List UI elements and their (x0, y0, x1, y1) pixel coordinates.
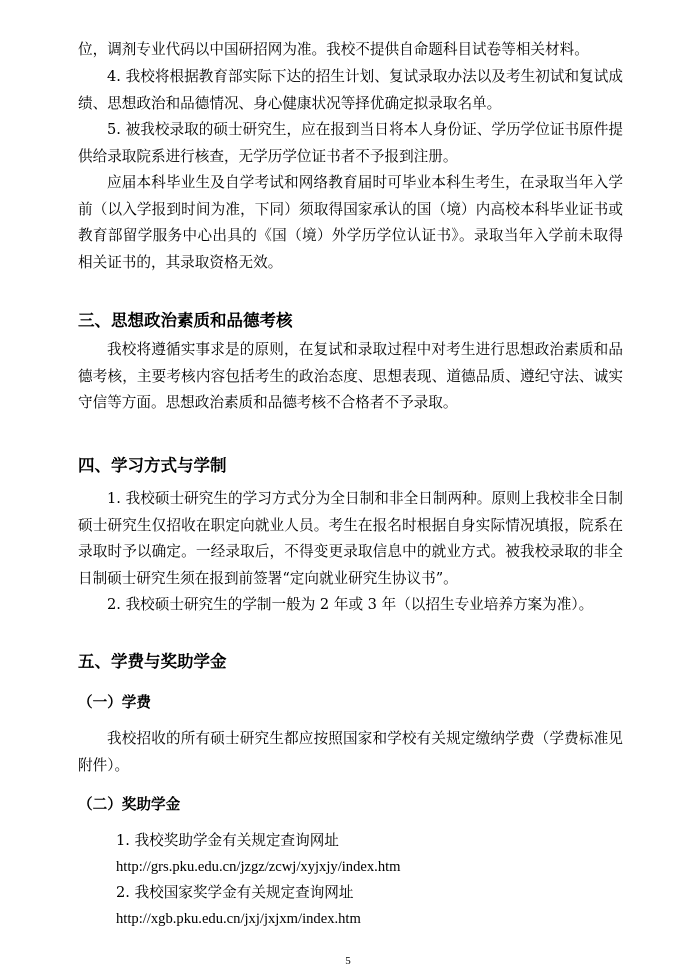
section-5-sub1-title: （一）学费 (78, 694, 151, 711)
section-4-title: 四、学习方式与学制 (78, 456, 227, 475)
link-1-label: 1. 我校奖助学金有关规定查询网址 (116, 832, 339, 849)
paragraph-top: 位，调剂专业代码以中国研招网为准。我校不提供自命题科目试卷等相关材料。 (78, 41, 589, 58)
section-4-item-2: 2. 我校硕士研究生的学制一般为 2 年或 3 年（以招生专业培养方案为准）。 (107, 596, 594, 613)
section-3-body: 我校将遵循实事求是的原则，在复试和录取过程中对考生进行思想政治素质和品德考核，主要考核内容包括考生的政治态度、思想表现、道德品质、遵纪守法、诚实守信等方面。思想政治素质和品德考核不合格者不予录取。 (78, 341, 623, 411)
link-1-url[interactable]: http://grs.pku.edu.cn/jzgz/zcwj/xyjxjy/index.htm (116, 859, 401, 875)
paragraph-graduate-requirements: 应届本科毕业生及自学考试和网络教育届时可毕业本科生考生，在录取当年入学前（以入学报到时间为准，下同）须取得国家承认的国（境）内高校本科毕业证书或教育部留学服务中心出具的《国（境）外学历学位认证书》。录取当年入学前未取得相关证书的，其录取资格无效。 (78, 174, 623, 271)
section-5-sub1-body: 我校招收的所有硕士研究生都应按照国家和学校有关规定缴纳学费（学费标准见附件）。 (78, 730, 623, 774)
paragraph-item-4: 4. 我校将根据教育部实际下达的招生计划、复试录取办法以及考生初试和复试成绩、思想政治和品德情况、身心健康状况等择优确定拟录取名单。 (78, 68, 623, 112)
paragraph-item-5: 5. 被我校录取的硕士研究生，应在报到当日将本人身份证、学历学位证书原件提供给录取院系进行核查，无学历学位证书者不予报到注册。 (78, 121, 623, 165)
section-5-title: 五、学费与奖助学金 (78, 652, 227, 671)
link-2-url[interactable]: http://xgb.pku.edu.cn/jxj/jxjxm/index.htm (116, 911, 361, 927)
page-number: 5 (345, 955, 351, 967)
section-5-sub2-title: （二）奖助学金 (78, 796, 181, 813)
link-2-label: 2. 我校国家奖学金有关规定查询网址 (116, 884, 354, 901)
section-4-item-1: 1. 我校硕士研究生的学习方式分为全日制和非全日制两种。原则上我校非全日制硕士研究生仅招收在职定向就业人员。考生在报名时根据自身实际情况填报，院系在录取时予以确定。一经录取后，不得变更录取信息中的就业方式。被我校录取的非全日制硕士研究生须在报到前签署“定向就业研究生协议书”。 (78, 490, 623, 587)
section-3-title: 三、思想政治素质和品德考核 (78, 311, 293, 330)
